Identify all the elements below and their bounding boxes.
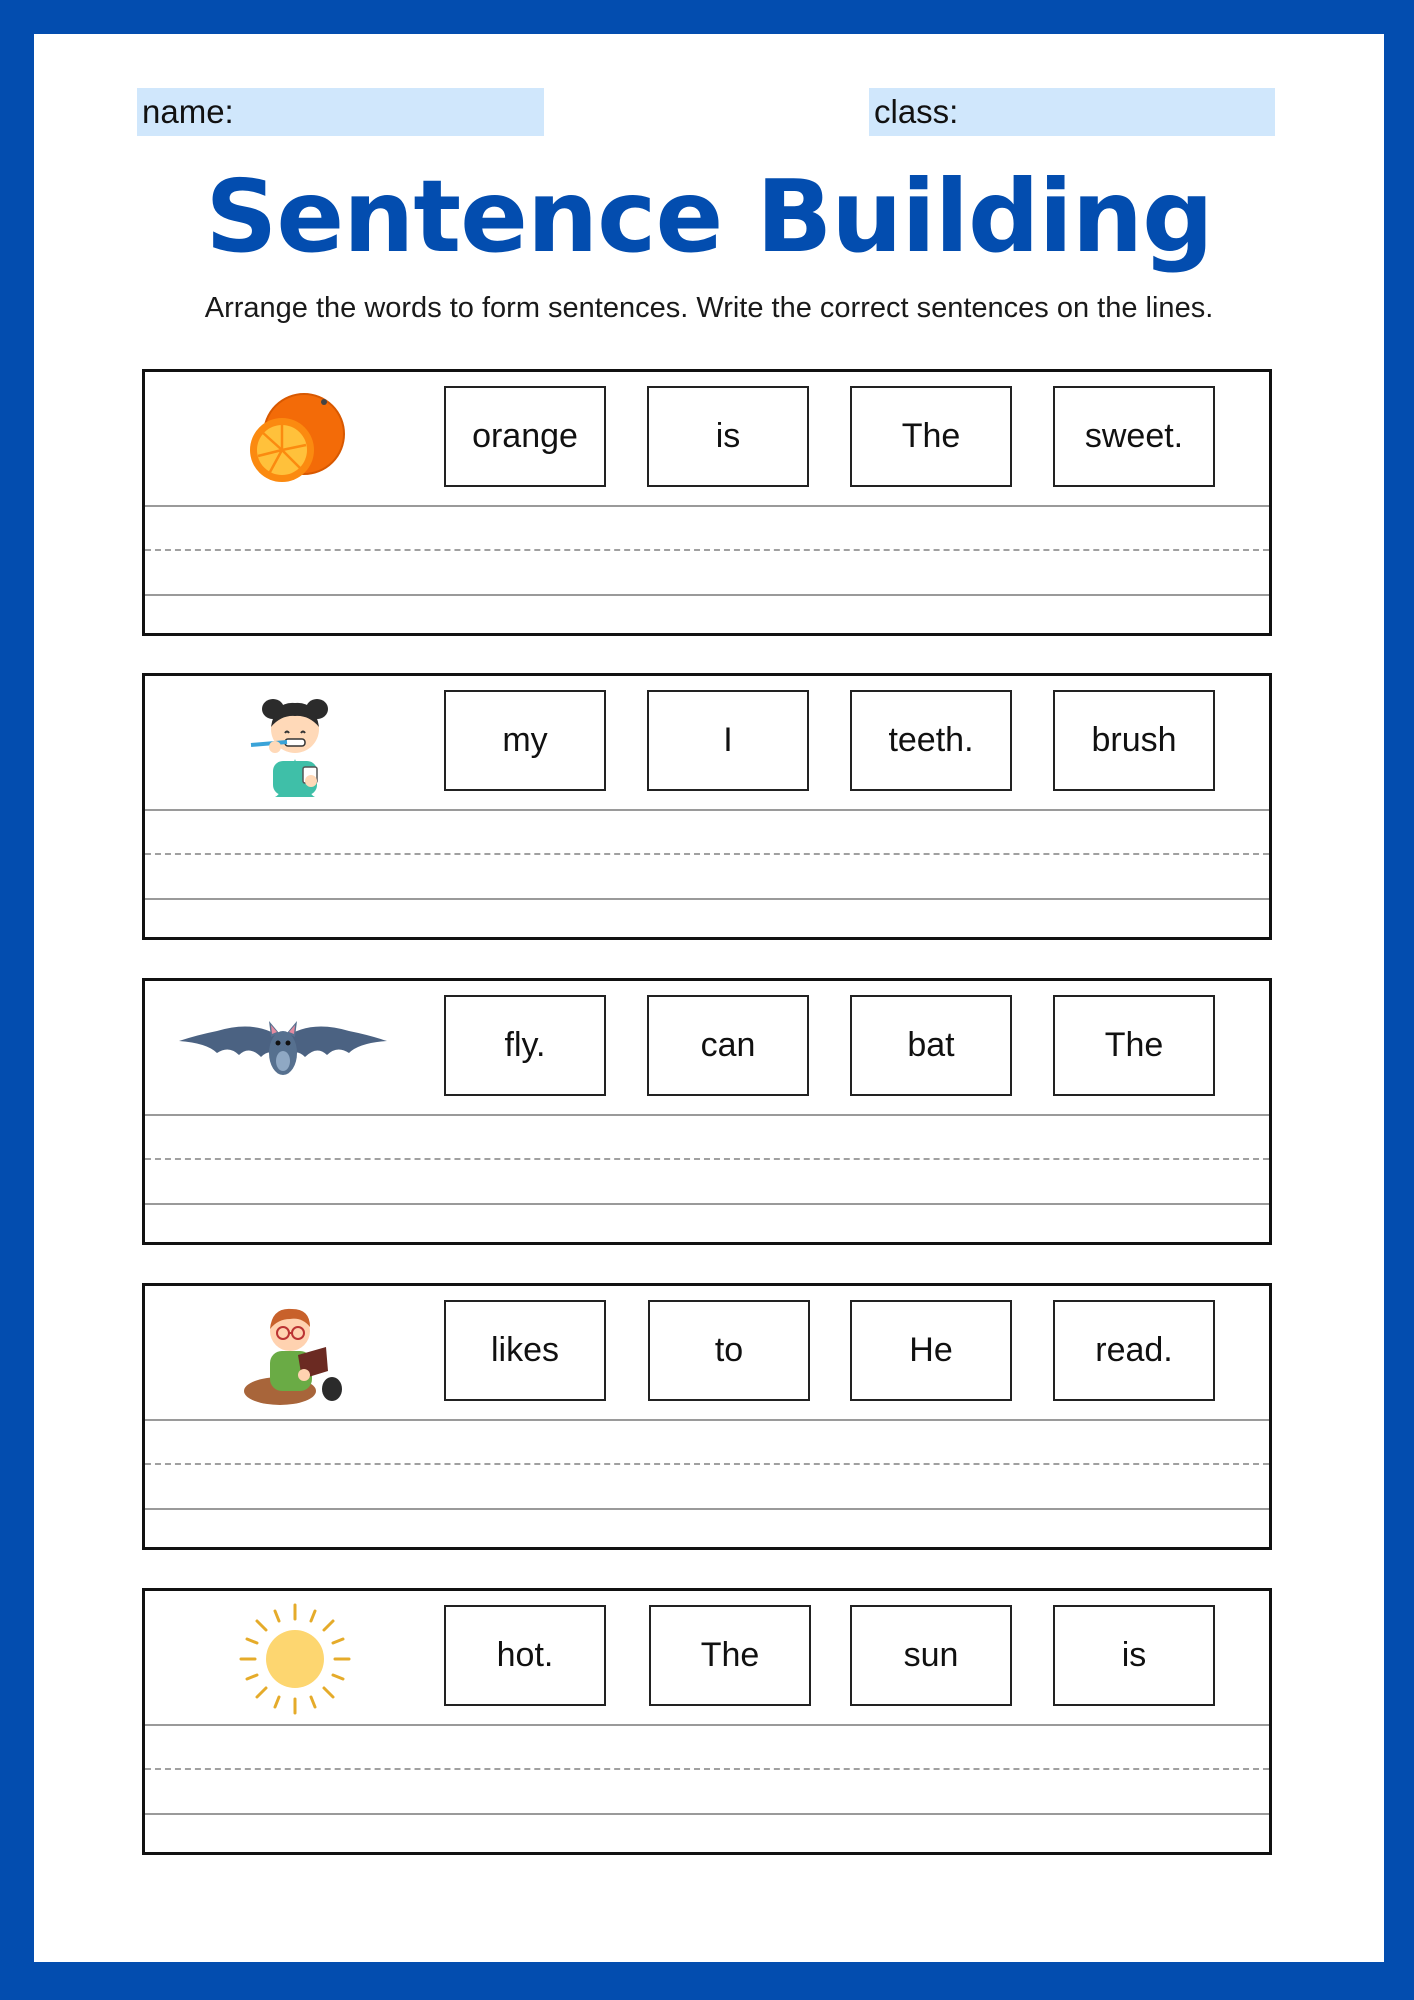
word-card[interactable]: He	[850, 1300, 1012, 1401]
word-card[interactable]: read.	[1053, 1300, 1215, 1401]
exercise-4	[142, 1283, 1272, 1550]
word-card[interactable]: sun	[850, 1605, 1012, 1706]
word-card[interactable]: my	[444, 690, 606, 791]
boy-reading-icon	[185, 1294, 405, 1414]
writing-midline	[145, 1463, 1269, 1465]
girl-brushing-teeth-icon	[185, 684, 405, 804]
word-card[interactable]: likes	[444, 1300, 606, 1401]
word-card[interactable]: hot.	[444, 1605, 606, 1706]
writing-line	[145, 505, 1269, 507]
page-title: Sentence Building	[205, 158, 1213, 275]
writing-line	[145, 1419, 1269, 1421]
bat-icon	[153, 989, 413, 1109]
writing-line	[145, 594, 1269, 596]
worksheet	[34, 34, 1384, 1962]
word-card[interactable]: The	[649, 1605, 811, 1706]
word-card[interactable]: fly.	[444, 995, 606, 1096]
word-card[interactable]: is	[647, 386, 809, 487]
writing-line	[145, 898, 1269, 900]
name-field[interactable]	[137, 88, 544, 136]
writing-line	[145, 1724, 1269, 1726]
class-field[interactable]	[869, 88, 1275, 136]
name-label: name:	[142, 93, 234, 130]
writing-line	[145, 809, 1269, 811]
exercise-2	[142, 673, 1272, 940]
word-card[interactable]: teeth.	[850, 690, 1012, 791]
exercise-1	[142, 369, 1272, 636]
writing-line	[145, 1203, 1269, 1205]
word-card[interactable]: to	[648, 1300, 810, 1401]
writing-midline	[145, 1158, 1269, 1160]
word-card[interactable]: bat	[850, 995, 1012, 1096]
writing-line	[145, 1813, 1269, 1815]
word-card[interactable]: I	[647, 690, 809, 791]
instructions: Arrange the words to form sentences. Write the correct sentences on the lines.	[204, 292, 1214, 324]
sun-icon	[185, 1599, 405, 1719]
writing-midline	[145, 853, 1269, 855]
exercise-5	[142, 1588, 1272, 1855]
class-label: class:	[874, 93, 959, 130]
writing-line	[145, 1508, 1269, 1510]
word-card[interactable]: is	[1053, 1605, 1215, 1706]
orange-icon	[185, 380, 405, 500]
word-card[interactable]: sweet.	[1053, 386, 1215, 487]
word-card[interactable]: can	[647, 995, 809, 1096]
word-card[interactable]: The	[850, 386, 1012, 487]
exercise-3	[142, 978, 1272, 1245]
word-card[interactable]: brush	[1053, 690, 1215, 791]
writing-midline	[145, 1768, 1269, 1770]
writing-midline	[145, 549, 1269, 551]
word-card[interactable]: orange	[444, 386, 606, 487]
writing-line	[145, 1114, 1269, 1116]
word-card[interactable]: The	[1053, 995, 1215, 1096]
